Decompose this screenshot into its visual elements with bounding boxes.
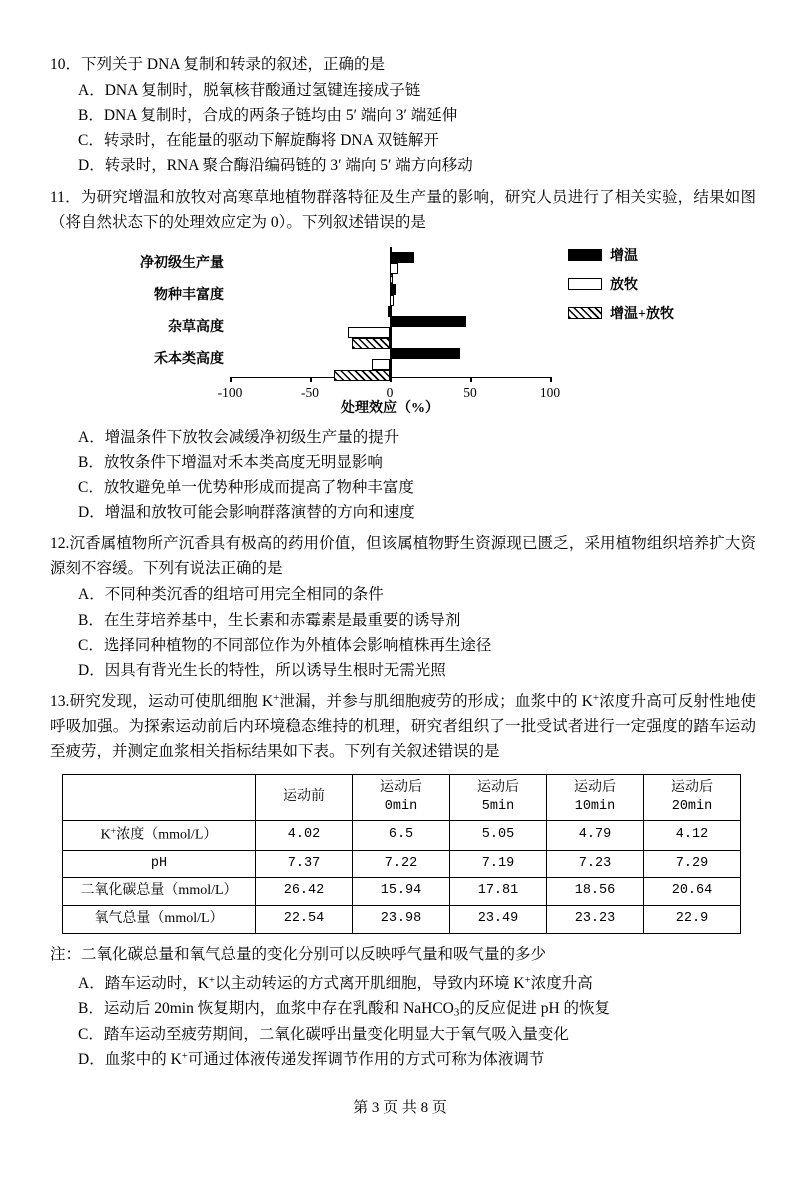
plasma-index-table-wrap [62,774,756,933]
col-header-post-0min-line2: 0min [384,799,418,815]
option-13-d-pre: D．血浆中的 K [78,1051,182,1069]
option-13-b-sub: 3 [453,1006,460,1019]
col-header-post-10min-line1: 运动后 [574,780,616,796]
q13-sup-0: + [273,691,280,704]
table-note: 注：二氧化碳总量和氧气总量的变化分别可以反映呼气量和吸气量的多少 [50,945,547,963]
question-13-options [50,971,756,1073]
chart-category-0: 净初级生产量 [140,255,224,271]
row-label-o2: 氧气总量（mmol/L） [63,905,256,933]
bar-warming-grazing-weed-height [352,338,390,349]
option-12-c[interactable]: C．选择同种植物的不同部位作为外植体会影响植株再生途径 [78,636,492,654]
col-header-post-20min-line1: 运动后 [671,780,713,796]
question-12-stem: 12.沉香属植物所产沉香具有极高的药用价值，但该属植物野生资源现已匮乏，采用植物组织培养扩大资源刻不容缓。下列有说法正确的是 [50,535,756,578]
question-11-text: 为研究增温和放牧对高寒草地植物群落特征及生产量的影响，研究人员进行了相关实验，结果如图（将自然状态下的处理效应定为 0）。下列叙述错误的是 [50,188,756,231]
cell-co2-10min: 18.56 [547,877,644,905]
cell-ph-0min: 7.22 [353,850,450,877]
cell-o2-0min: 23.98 [353,905,450,933]
chart-plot-area [140,247,561,400]
cell-ph-pre: 7.37 [256,850,353,877]
table-row [63,877,741,905]
bar-warming-net-primary-production [390,252,414,263]
option-13-a-post: 以主动转运的方式离开肌细胞，导致内环境 K [215,974,525,992]
q13-part-2: 浓度升高可反射性地使呼吸加强。为探索运动前后内环境稳态维持的机理，研究者组织了一批受试者进行一定强度的踏车运动至疲劳，并测定血浆相关指标结果如下表。下列有关叙述错误的是 [50,692,756,761]
question-12-text: 沉香属植物所产沉香具有极高的药用价值，但该属植物野生资源现已匮乏，采用植物组织培养扩大资源刻不容缓。下列有说法正确的是 [50,535,756,578]
option-13-a-pre: A．踏车运动时，K [78,974,209,992]
bar-grazing-weed-height [348,327,390,338]
question-13 [50,689,756,1072]
option-11-b[interactable]: B．放牧条件下增温对禾本类高度无明显影响 [78,453,383,471]
question-13-number: 13 [50,692,66,710]
x-tick-1 [310,377,312,382]
bar-warming-weed-height [390,316,466,327]
col-header-pre-exercise-line1: 运动前 [283,789,325,805]
x-ticklabel-0: -100 [217,384,243,400]
legend-label-warming: 增温 [610,248,638,264]
col-header-post-20min-line2: 20min [671,799,713,815]
bar-warming-grass-height [390,348,460,359]
col-header-post-10min [547,775,644,821]
option-13-a-post2: 浓度升高 [530,974,593,992]
x-tick-4 [550,377,552,382]
table-corner-cell [63,775,256,821]
question-10-text: 下列关于 DNA 复制和转录的叙述，正确的是 [81,56,385,73]
row-label-co2: 二氧化碳总量（mmol/L） [63,877,256,905]
question-12 [50,531,756,683]
row-label-potassium [63,821,256,850]
row-label-potassium-post: 浓度（mmol/L） [116,827,218,843]
question-11 [50,185,756,526]
row-label-potassium-sup: + [110,826,117,838]
option-12-d[interactable]: D．因具有背光生长的特性，所以诱导生根时无需光照 [78,661,446,679]
chart-x-axis-title: 处理效应（%） [341,400,439,416]
cell-potassium-0min: 6.5 [353,821,450,850]
cell-co2-pre: 26.42 [256,877,353,905]
x-ticklabel-1: -50 [301,384,319,400]
table-row [63,905,741,933]
cell-ph-5min: 7.19 [450,850,547,877]
cell-o2-20min: 22.9 [644,905,741,933]
col-header-post-0min [353,775,450,821]
option-12-a[interactable]: A．不同种类沉香的组培可用完全相同的条件 [78,586,384,604]
table-row [63,850,741,877]
chart-inner [140,241,674,421]
q13-part-1: 泄漏，并参与肌细胞疲劳的形成；血浆中的 K [279,692,593,710]
col-header-post-10min-line2: 10min [574,799,616,815]
table-header-row [63,775,741,821]
q13-part-0: 研究发现，运动可使肌细胞 K [69,692,274,710]
question-10-number: 10 [50,56,66,73]
legend-item-warming-grazing [568,303,748,323]
plasma-index-table [62,774,741,933]
legend-label-warming-grazing: 增温+放牧 [610,306,674,322]
row-label-ph: pH [63,850,256,877]
page-content [50,52,756,1074]
option-13-a-sup2: + [524,973,531,986]
question-10-stem: 10．下列关于 DNA 复制和转录的叙述，正确的是 [50,56,385,73]
option-13-b[interactable] [50,996,756,1022]
cell-o2-pre: 22.54 [256,905,353,933]
cell-potassium-pre: 4.02 [256,821,353,850]
legend-item-warming [568,245,748,265]
option-10-a[interactable]: A．DNA 复制时，脱氧核苷酸通过氢键连接成子链 [78,82,421,100]
option-11-c[interactable]: C．放牧避免单一优势种形成而提高了物种丰富度 [78,478,414,496]
cell-potassium-5min: 5.05 [450,821,547,850]
cell-co2-20min: 20.64 [644,877,741,905]
option-10-b[interactable]: B．DNA 复制时，合成的两条子链均由 5′ 端向 3′ 端延伸 [78,107,458,125]
question-12-options [50,582,756,682]
table-row [63,821,741,850]
legend-label-grazing: 放牧 [610,277,638,293]
option-13-a-sup: + [208,973,216,986]
x-tick-2 [390,377,392,382]
cell-o2-10min: 23.23 [547,905,644,933]
cell-ph-20min: 7.29 [644,850,741,877]
option-10-d[interactable]: D．转录时，RNA 聚合酶沿编码链的 3′ 端向 5′ 端方向移动 [78,157,473,175]
option-13-a[interactable] [50,971,756,996]
question-11-number: 11 [50,188,65,206]
q13-sup-1: + [592,691,600,704]
option-12-b[interactable]: B．在生芽培养基中，生长素和赤霉素是最重要的诱导剂 [78,611,461,629]
chart-legend [568,245,748,332]
col-header-post-5min [450,775,547,821]
page-footer: 第 3 页 共 8 页 [353,1100,447,1116]
option-13-b-post: 的反应促进 pH 的恢复 [459,999,611,1017]
bar-warming-species-richness [390,284,396,295]
bar-grazing-net-primary-production [390,263,398,274]
col-header-pre-exercise [256,775,353,821]
row-label-potassium-pre: K [100,827,111,843]
bar-grazing-grass-height [372,359,390,370]
x-tick-0 [230,377,232,382]
option-13-c[interactable]: C．踏车运动至疲劳期间，二氧化碳呼出量变化明显大于氧气吸入量变化 [78,1026,569,1044]
legend-swatch-grazing [568,278,602,290]
question-11-options [50,425,756,525]
x-ticklabel-4: 100 [539,384,561,400]
option-13-d-sup: + [181,1050,188,1063]
x-ticklabel-3: 50 [463,384,477,400]
bar-warming-grazing-grass-height [334,370,390,381]
chart-category-2: 杂草高度 [168,319,224,335]
question-12-number: 12 [50,535,66,553]
col-header-post-20min [644,775,741,821]
option-13-d-post: 可通过体液传递发挥调节作用的方式可称为体液调节 [187,1051,545,1069]
question-10-options [50,78,756,178]
option-11-a[interactable]: A．增温条件下放牧会减缓净初级生产量的提升 [78,428,400,446]
cell-co2-5min: 17.81 [450,877,547,905]
treatment-effect-chart [50,241,756,421]
cell-potassium-10min: 4.79 [547,821,644,850]
cell-potassium-20min: 4.12 [644,821,741,850]
x-tick-3 [470,377,472,382]
option-10-c[interactable]: C．转录时，在能量的驱动下解旋酶将 DNA 双链解开 [78,132,439,150]
question-11-stem: 11．为研究增温和放牧对高寒草地植物群落特征及生产量的影响，研究人员进行了相关实验，结果如图（将自然状态下的处理效应定为 0）。下列叙述错误的是 [50,188,756,231]
cell-co2-0min: 15.94 [353,877,450,905]
cell-ph-10min: 7.23 [547,850,644,877]
col-header-post-0min-line1: 运动后 [380,780,422,796]
chart-category-3: 禾本类高度 [154,351,224,367]
col-header-post-5min-line2: 5min [481,799,515,815]
question-10 [50,52,756,179]
option-11-d[interactable]: D．增温和放牧可能会影响群落演替的方向和速度 [78,504,415,522]
option-13-d[interactable] [50,1047,756,1072]
legend-swatch-warming [568,249,602,261]
option-13-b-pre: B．运动后 20min 恢复期内，血浆中存在乳酸和 NaHCO [78,999,454,1017]
col-header-post-5min-line1: 运动后 [477,780,519,796]
cell-o2-5min: 23.49 [450,905,547,933]
legend-item-grazing [568,274,748,294]
chart-category-1: 物种丰富度 [154,287,224,303]
bar-grazing-species-richness [390,295,394,306]
question-13-stem: 13.研究发现，运动可使肌细胞 K+泄漏，并参与肌细胞疲劳的形成；血浆中的 K+浓度升高可反射性地使呼吸加强。为探索运动前后内环境稳态维持的机理，研究者组织了一批受试者进行一定强度的踏车运动至疲劳，并测定血浆相关指标结果如下表。下列有关叙述错误的是 [50,691,756,761]
x-ticklabel-2: 0 [386,384,394,400]
legend-swatch-warming-grazing [568,307,602,319]
